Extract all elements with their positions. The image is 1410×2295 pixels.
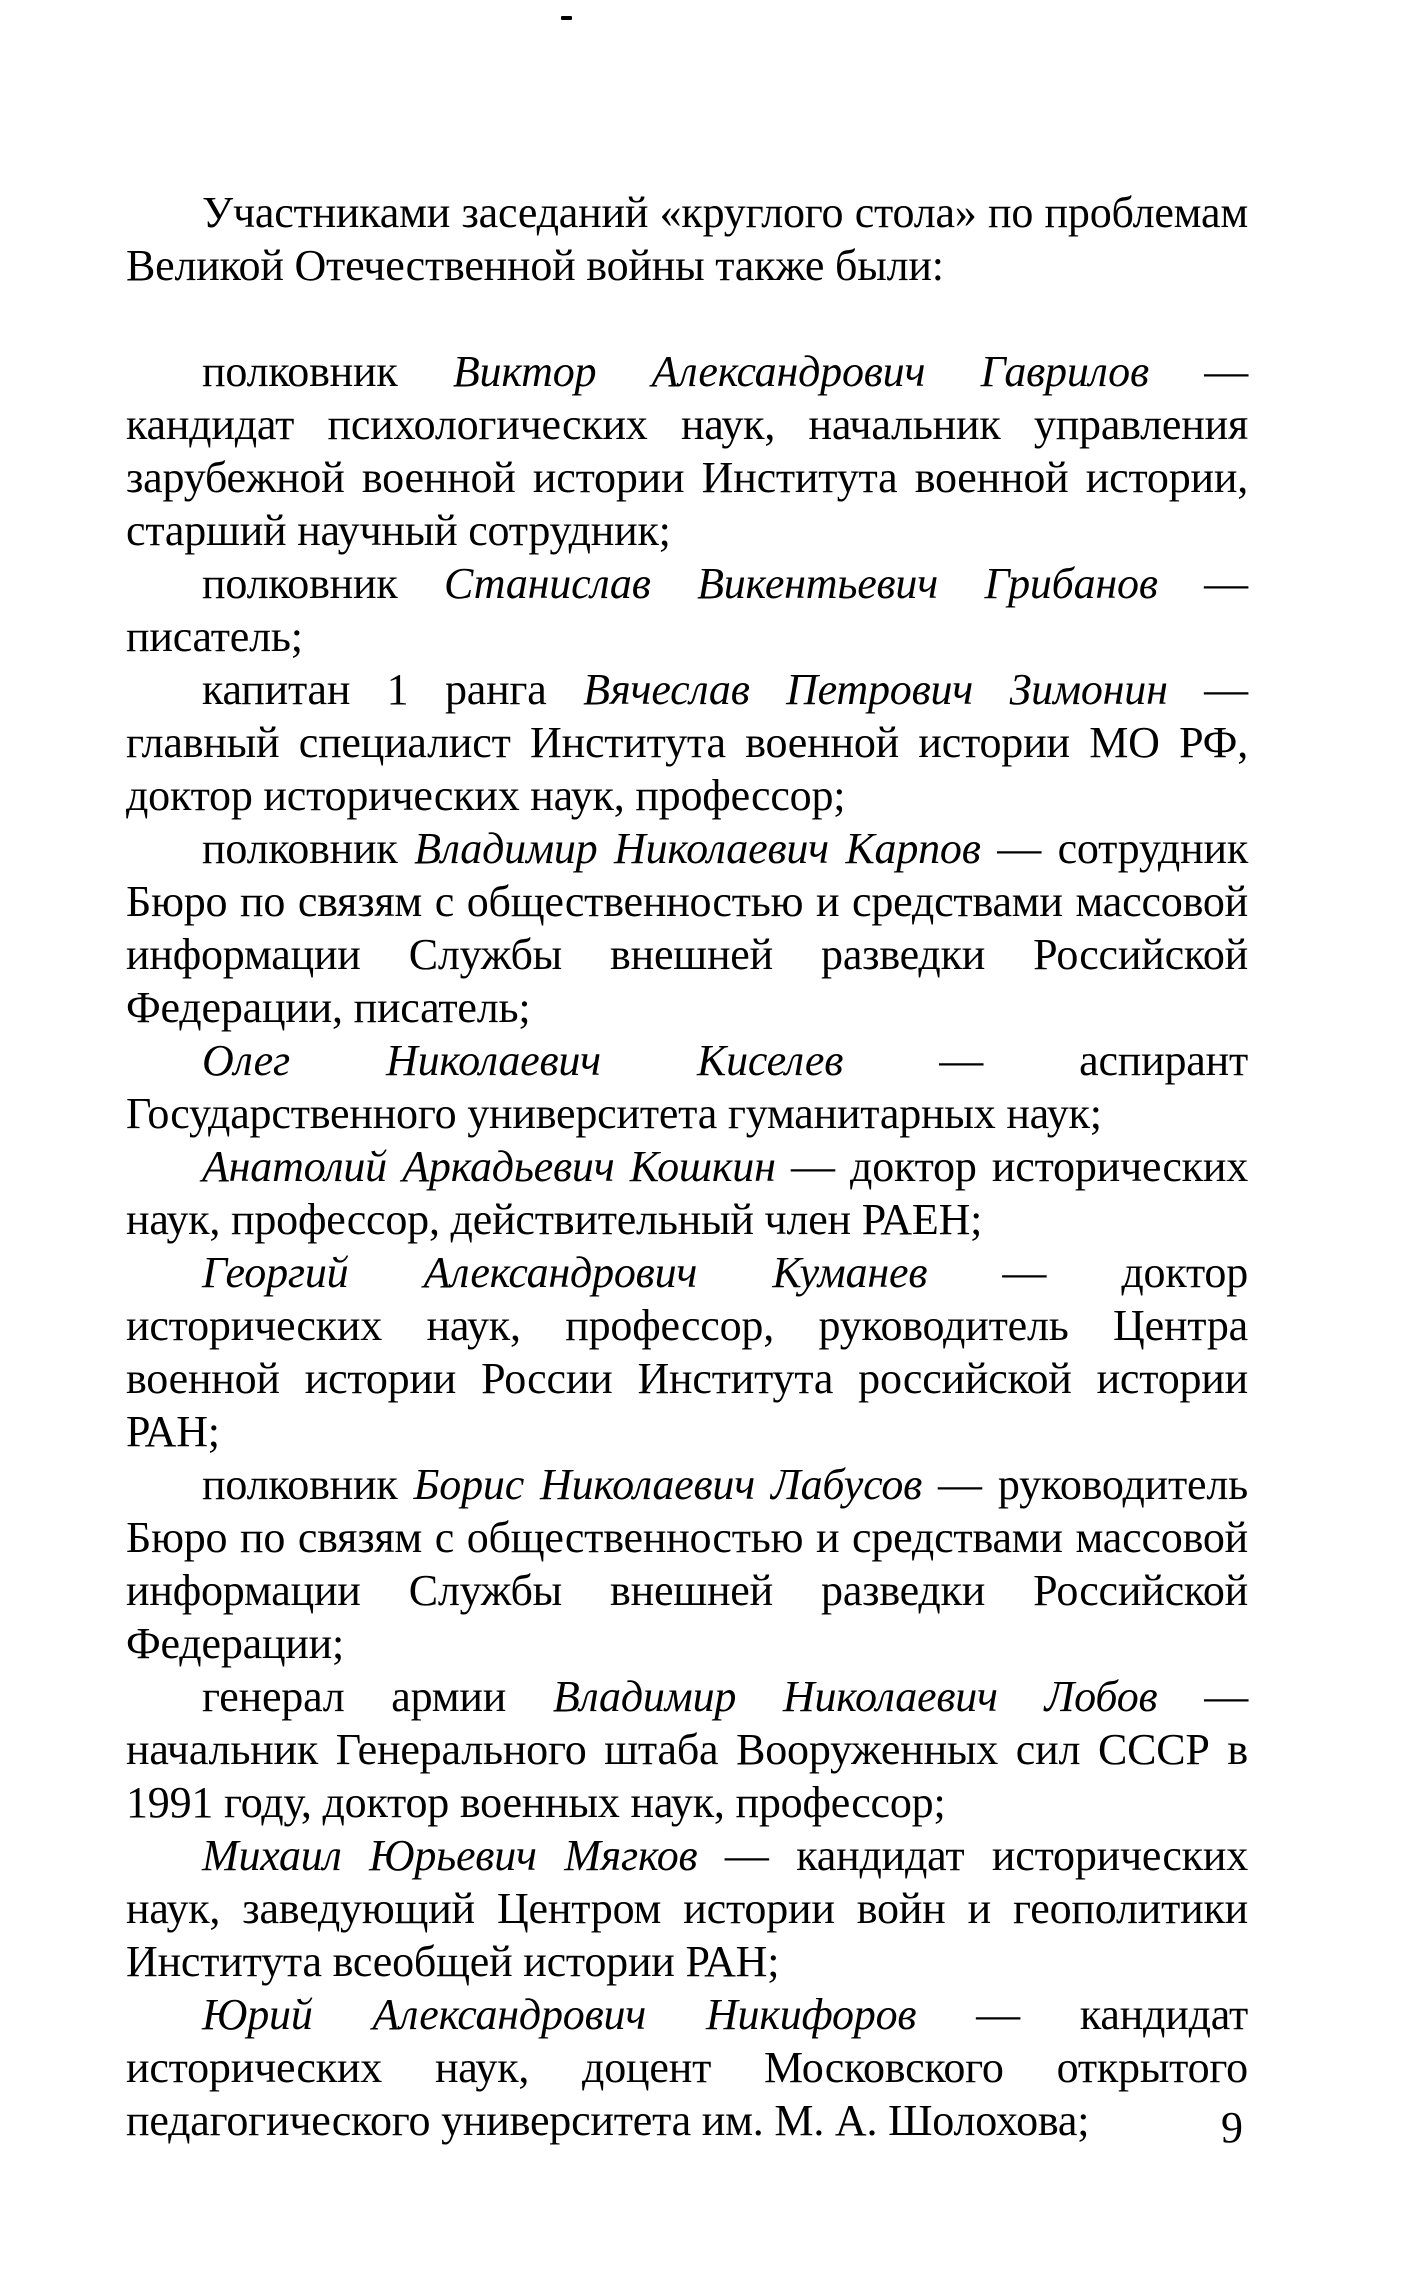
entry-prefix: полковник xyxy=(202,347,453,396)
participant-entry xyxy=(126,1140,1248,1246)
participant-entry xyxy=(126,1034,1248,1140)
person-name: Владимир Николаевич Лобов xyxy=(552,1672,1158,1721)
entry-prefix: полковник xyxy=(202,1460,414,1509)
entry-suffix: — доктор исторических наук, профессор, действительный член РАЕН; xyxy=(126,1142,1248,1244)
entry-prefix: полковник xyxy=(202,559,444,608)
entry-prefix: капитан 1 ранга xyxy=(202,665,584,714)
person-name: Юрий Александрович Никифоров xyxy=(202,1990,917,2039)
participant-entry xyxy=(126,345,1248,557)
entry-suffix: — доктор исторических наук, профессор, руководитель Центра военной истории России Института российской истории РАН; xyxy=(126,1248,1248,1456)
participant-entry xyxy=(126,822,1248,1034)
entry-suffix: — начальник Генерального штаба Вооруженных сил СССР в 1991 году, доктор военных наук, профессор; xyxy=(126,1672,1248,1827)
entry-suffix: — сотрудник Бюро по связям с общественностью и средствами массовой информации Службы внешней разведки Российской Федерации, писатель; xyxy=(126,824,1248,1032)
entry-prefix: генерал армии xyxy=(202,1672,553,1721)
entry-suffix: — кандидат психологических наук, начальник управления зарубежной военной истории Института военной истории, старший научный сотрудник; xyxy=(126,347,1248,555)
intro-paragraph: Участниками заседаний «круглого стола» по проблемам Великой Отечественной войны также были: xyxy=(126,188,1248,290)
participant-entry xyxy=(126,663,1248,822)
person-name: Георгий Александрович Куманев xyxy=(202,1248,928,1297)
person-name: Михаил Юрьевич Мягков xyxy=(202,1831,698,1880)
person-name: Вячеслав Петрович Зимонин xyxy=(583,665,1168,714)
participants-list xyxy=(126,345,1248,2147)
scan-artifact-mark xyxy=(561,16,572,20)
entry-suffix: — руководитель Бюро по связям с общественностью и средствами массовой информации Службы внешней разведки Российской Федерации; xyxy=(126,1460,1248,1668)
text-block xyxy=(126,186,1248,2147)
person-name: Борис Николаевич Лабусов xyxy=(413,1460,923,1509)
participant-entry xyxy=(126,557,1248,663)
person-name: Владимир Николаевич Карпов xyxy=(414,824,981,873)
page-number: 9 xyxy=(1221,2103,1243,2152)
participant-entry xyxy=(126,1829,1248,1988)
person-name: Виктор Александрович Гаврилов xyxy=(452,347,1149,396)
entry-prefix: полковник xyxy=(202,824,415,873)
participant-entry xyxy=(126,1246,1248,1458)
entry-suffix: — кандидат исторических наук, доцент Московского открытого педагогического университета им. М. А. Шолохова; xyxy=(126,1990,1248,2145)
entry-suffix: — писатель; xyxy=(126,559,1248,661)
person-name: Станислав Викентьевич Грибанов xyxy=(443,559,1158,608)
participant-entry xyxy=(126,1458,1248,1670)
person-name: Олег Николаевич Киселев xyxy=(202,1036,844,1085)
entry-suffix: — кандидат исторических наук, заведующий Центром истории войн и геополитики Института всеобщей истории РАН; xyxy=(126,1831,1248,1986)
person-name: Анатолий Аркадьевич Кошкин xyxy=(202,1142,776,1191)
entry-suffix: — аспирант Государственного университета гуманитарных наук; xyxy=(126,1036,1248,1138)
participant-entry xyxy=(126,1670,1248,1829)
entry-suffix: — главный специалист Института военной истории МО РФ, доктор исторических наук, профессор; xyxy=(126,665,1248,820)
participant-entry xyxy=(126,1988,1248,2147)
